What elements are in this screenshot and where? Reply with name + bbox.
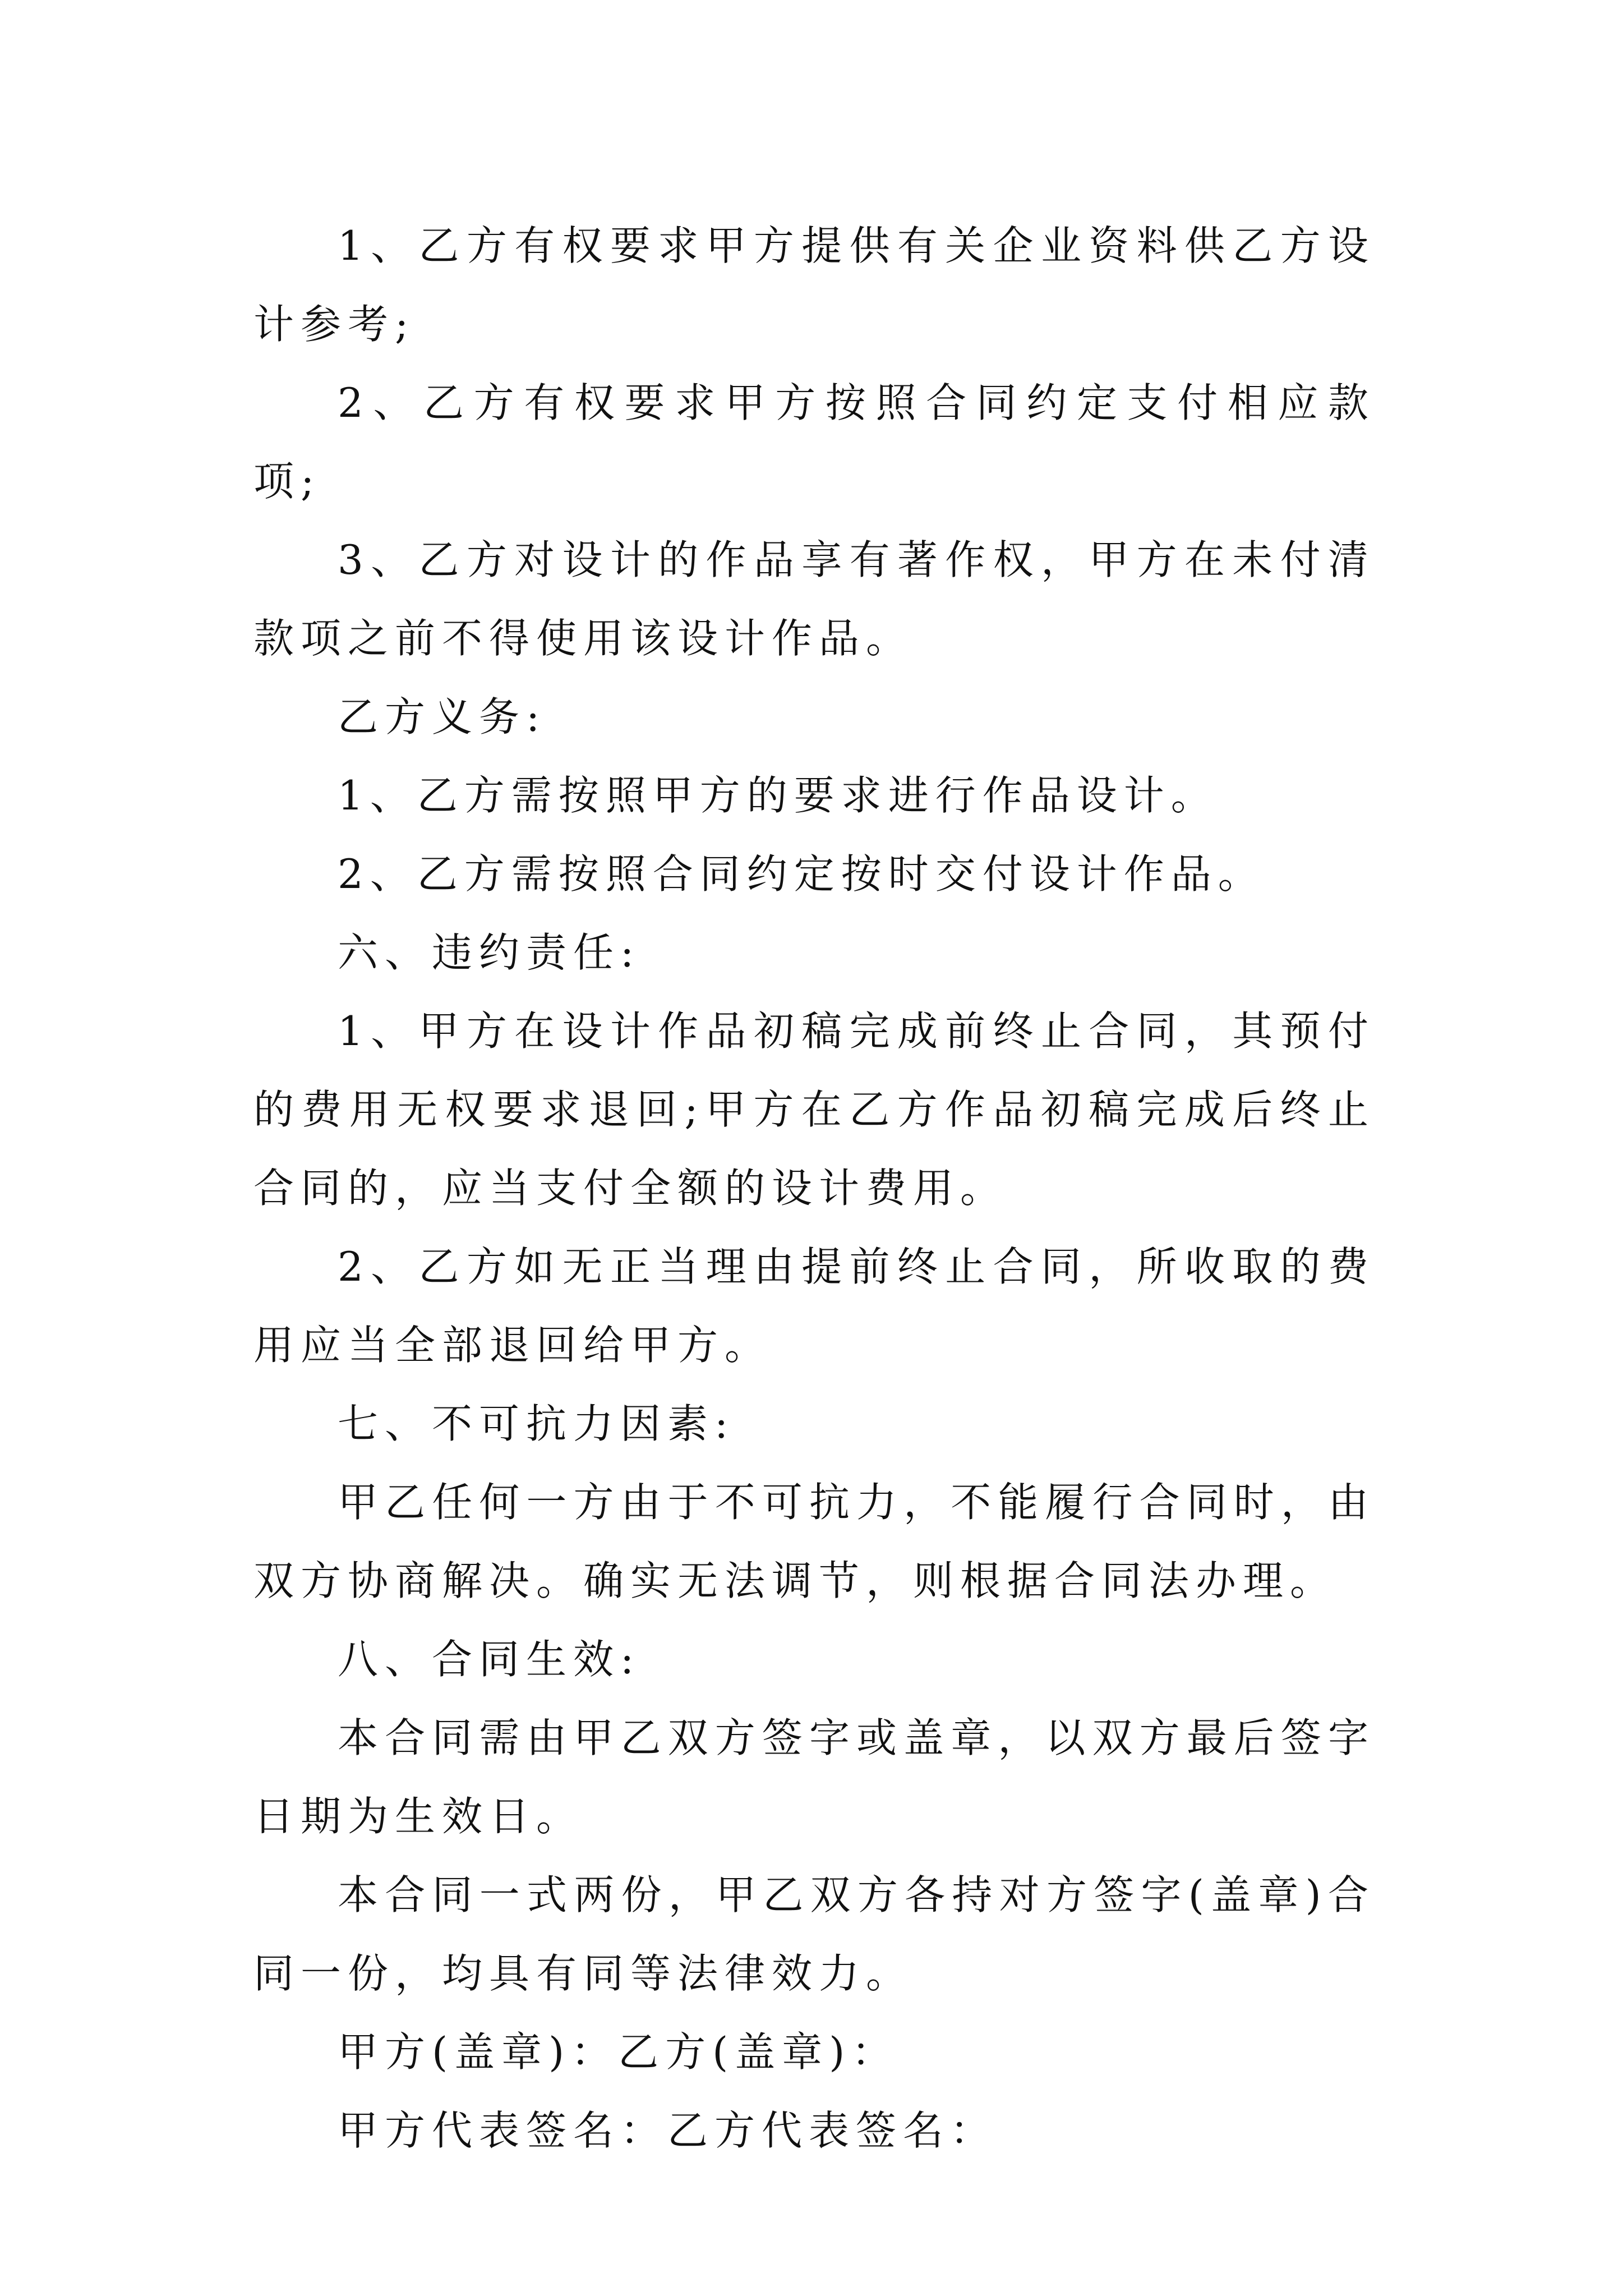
section-heading-force-majeure: 七、不可抗力因素: — [338, 1400, 735, 1447]
paragraph-obligation-1: 1、乙方需按照甲方的要求进行作品设计。 — [338, 772, 1218, 819]
paragraph-force-majeure: 甲乙任何一方由于不可抗力，不能履行合同时，由双方协商解决。确实无法调节，则根据合同法办理。 — [253, 1479, 1375, 1604]
seal-line: 甲方(盖章)：乙方(盖章)： — [338, 2028, 899, 2076]
paragraph-effectiveness-2: 本合同一式两份，甲乙双方各持对方签字(盖章)合同一份，均具有同等法律效力。 — [253, 1871, 1375, 1997]
paragraph-right-3: 3、乙方对设计的作品享有著作权，甲方在未付清款项之前不得使用该设计作品。 — [253, 536, 1375, 662]
paragraph-obligation-2: 2、乙方需按照合同约定按时交付设计作品。 — [338, 850, 1265, 898]
document-body — [253, 206, 1375, 2170]
paragraph-right-2: 2、乙方有权要求甲方按照合同约定支付相应款项; — [253, 379, 1375, 505]
paragraph-right-1: 1、乙方有权要求甲方提供有关企业资料供乙方设计参考; — [253, 222, 1375, 348]
paragraph-breach-2: 2、乙方如无正当理由提前终止合同，所收取的费用应当全部退回给甲方。 — [253, 1243, 1375, 1369]
signature-line: 甲方代表签名：乙方代表签名： — [338, 2107, 998, 2154]
section-heading-breach-liability: 六、违约责任: — [338, 929, 641, 976]
section-heading-effectiveness: 八、合同生效: — [338, 1636, 641, 1683]
paragraph-effectiveness-1: 本合同需由甲乙双方签字或盖章，以双方最后签字日期为生效日。 — [253, 1714, 1375, 1840]
paragraph-breach-1: 1、甲方在设计作品初稿完成前终止合同，其预付的费用无权要求退回;甲方在乙方作品初稿完成后终止合同的，应当支付全额的设计费用。 — [253, 1007, 1375, 1212]
section-heading-party-b-obligations: 乙方义务: — [338, 693, 547, 740]
